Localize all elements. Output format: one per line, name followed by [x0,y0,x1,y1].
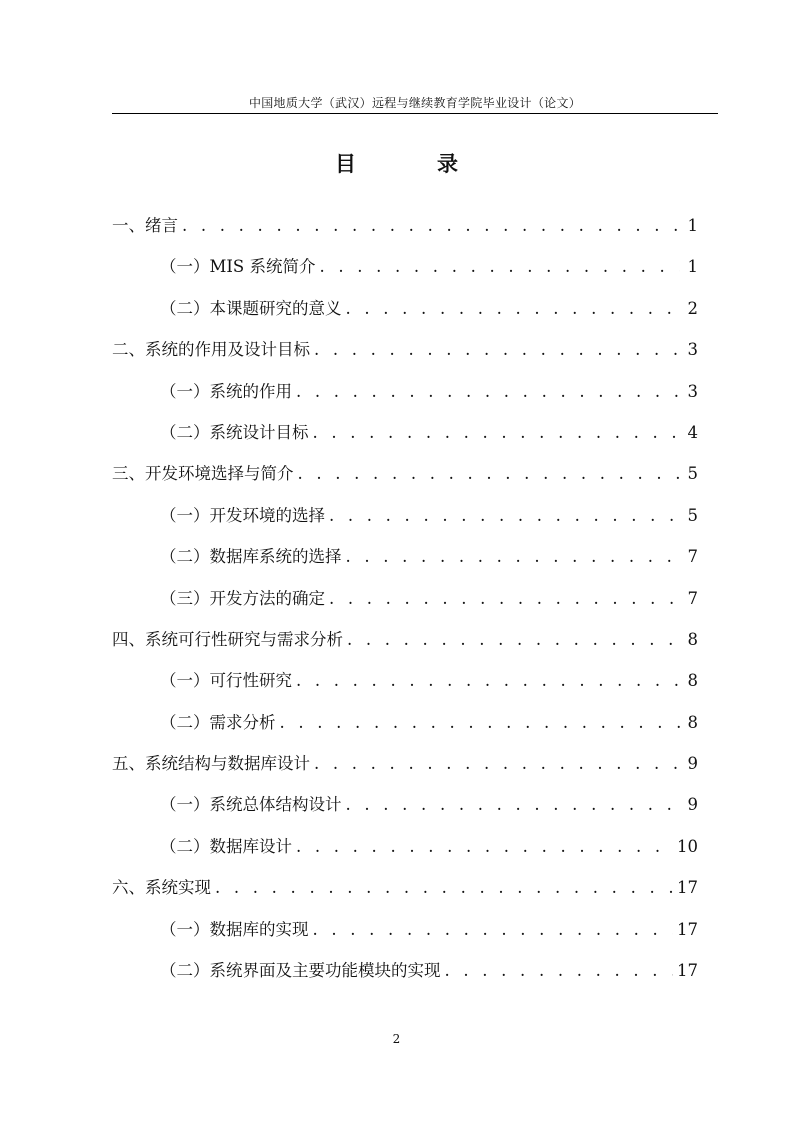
toc-dot-leader [314,743,680,784]
toc-dot-leader [215,867,673,908]
toc-entry-label: （一）数据库的实现 [160,919,309,939]
toc-entry[interactable] [112,702,698,743]
toc-dot-leader [346,536,681,577]
toc-entry[interactable] [112,578,698,619]
toc-entry[interactable] [112,412,698,453]
toc-entry-page: 1 [687,216,698,235]
toc-entry-page: 17 [677,961,698,981]
toc-entry-page: 9 [687,795,698,815]
toc-entry[interactable] [112,826,698,867]
toc-entry[interactable] [112,743,698,784]
toc-entry-page: 17 [677,878,698,898]
toc-entry-label: 六、系统实现 [112,878,211,898]
toc-entry[interactable] [112,246,698,287]
toc-entry-page: 5 [687,464,698,484]
page-number: 2 [392,1032,401,1046]
toc-dot-leader [296,660,680,701]
toc-entry-page: 7 [687,588,698,608]
toc-entry-label: （二）系统界面及主要功能模块的实现 [160,961,441,981]
toc-entry[interactable] [112,205,698,246]
toc-dot-leader [346,784,681,825]
toc-entry[interactable] [112,619,698,660]
toc-dot-leader [313,909,674,950]
toc-dot-leader [329,578,680,619]
toc-entry-label: 三、开发环境选择与简介 [112,464,294,484]
toc-dot-leader [298,453,681,494]
toc-entry-label: （三）开发方法的确定 [160,588,325,608]
toc-entry-page: 1 [687,257,698,277]
toc-entry-page: 17 [677,919,698,939]
toc-entry-label: （二）需求分析 [160,712,276,732]
toc-dot-leader [182,205,680,246]
toc-entry-label: 二、系统的作用及设计目标 [112,340,310,360]
toc-dot-leader [319,246,680,287]
toc-dot-leader [313,412,681,453]
toc-entry-label: （一）开发环境的选择 [160,505,325,525]
toc-entry-label: （一）可行性研究 [160,671,292,691]
toc-dot-leader [296,826,673,867]
toc-entry[interactable] [112,950,698,991]
toc-dot-leader [314,329,680,370]
header-rule [112,113,718,114]
toc-dot-leader [346,288,681,329]
toc-dot-leader [280,702,681,743]
toc-entry-label: （一）MIS 系统简介 [160,257,316,277]
page-title: 目 录 [335,151,488,176]
toc-entry[interactable] [112,288,698,329]
table-of-contents [112,205,698,991]
toc-entry-page: 3 [687,340,698,360]
toc-entry-page: 10 [677,836,698,856]
toc-entry[interactable] [112,453,698,494]
toc-entry-label: 五、系统结构与数据库设计 [112,754,310,774]
toc-entry-page: 5 [687,505,698,525]
toc-entry[interactable] [112,536,698,577]
toc-dot-leader [296,371,680,412]
toc-entry-label: 一、绪言 [112,216,178,235]
running-header: 中国地质大学（武汉）远程与继续教育学院毕业设计（论文） [248,96,582,110]
toc-entry-page: 7 [687,547,698,567]
toc-entry-page: 8 [687,712,698,732]
toc-dot-leader [329,495,680,536]
toc-entry[interactable] [112,909,698,950]
toc-entry[interactable] [112,867,698,908]
toc-entry-label: （二）数据库设计 [160,836,292,856]
toc-entry-label: （二）本课题研究的意义 [160,298,342,318]
toc-entry-page: 8 [687,671,698,691]
toc-entry-page: 2 [687,298,698,318]
toc-entry-label: （一）系统的作用 [160,381,292,401]
toc-entry[interactable] [112,371,698,412]
toc-entry-page: 3 [687,381,698,401]
toc-dot-leader [445,950,674,991]
toc-entry-label: （二）系统设计目标 [160,422,309,442]
toc-entry-page: 4 [687,422,698,442]
toc-entry-label: （二）数据库系统的选择 [160,547,342,567]
toc-entry-label: 四、系统可行性研究与需求分析 [112,629,343,649]
toc-dot-leader [347,619,680,660]
toc-entry-label: （一）系统总体结构设计 [160,795,342,815]
toc-entry[interactable] [112,495,698,536]
toc-entry-page: 9 [687,754,698,774]
toc-entry[interactable] [112,329,698,370]
toc-entry-page: 8 [687,629,698,649]
toc-entry[interactable] [112,660,698,701]
toc-entry[interactable] [112,784,698,825]
